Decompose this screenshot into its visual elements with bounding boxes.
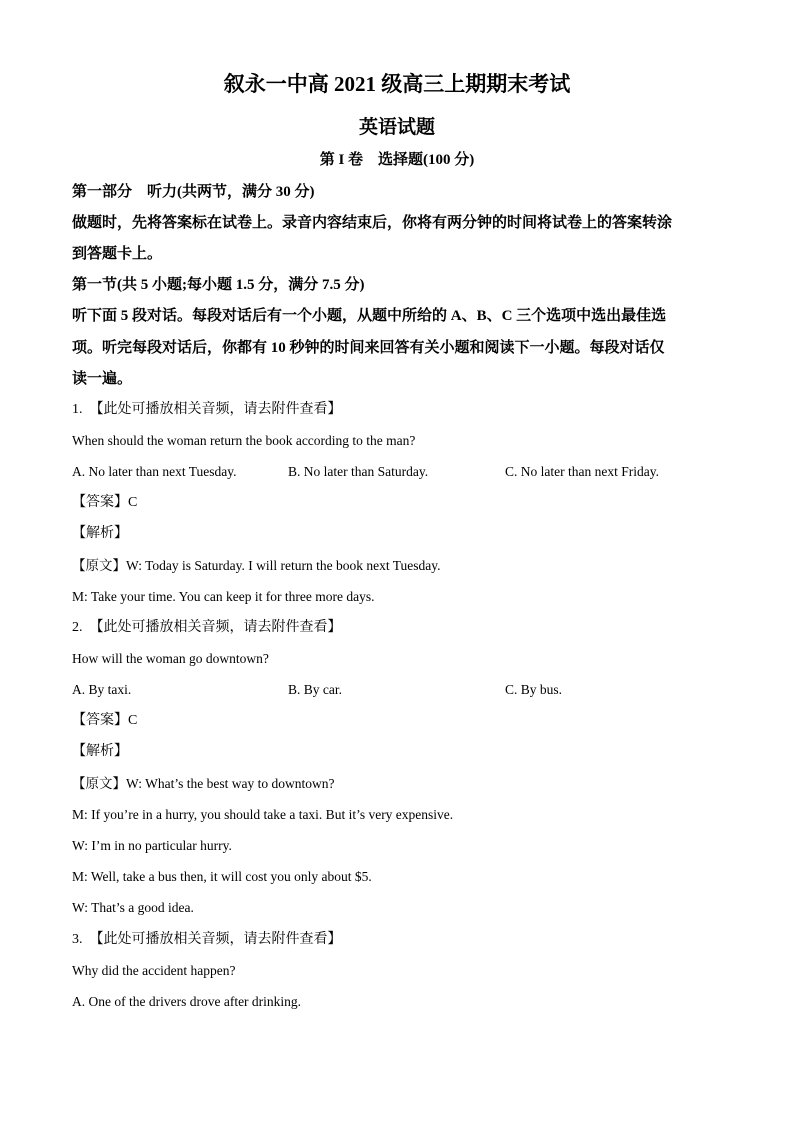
question-1-transcript-2: M: Take your time. You can keep it for three more days. xyxy=(72,589,375,604)
question-2-option-c: C. By bus. xyxy=(505,682,563,697)
instruction-line-1: 做题时，先将答案标在试卷上。录音内容结束后，你将有两分钟的时间将试卷上的答案转涂 xyxy=(72,215,673,231)
question-3-audio[interactable]: 3. 【此处可播放相关音频，请去附件查看】 xyxy=(72,932,342,947)
question-1-option-b: B. No later than Saturday. xyxy=(288,464,429,479)
question-3-text: Why did the accident happen? xyxy=(72,963,236,978)
question-1-text: When should the woman return the book according to the man? xyxy=(72,433,416,448)
question-1-answer: 【答案】C xyxy=(72,495,138,510)
question-2-transcript-3: W: I’m in no particular hurry. xyxy=(72,838,232,853)
subject-title: 英语试题 xyxy=(358,117,435,138)
part-instruction-line-3: 读一遍。 xyxy=(72,371,133,387)
question-2-transcript-4: M: Well, take a bus then, it will cost you only about $5. xyxy=(72,869,372,884)
question-1-option-c: C. No later than next Friday. xyxy=(505,464,659,479)
question-1-audio[interactable]: 1. 【此处可播放相关音频，请去附件查看】 xyxy=(72,402,342,417)
question-2-transcript-5: W: That’s a good idea. xyxy=(72,900,194,915)
question-2-transcript-1: 【原文】W: What’s the best way to downtown? xyxy=(72,776,335,791)
question-1-option-a: A. No later than next Tuesday. xyxy=(72,464,237,479)
question-2-transcript-2: M: If you’re in a hurry, you should take a taxi. But it’s very expensive. xyxy=(72,807,454,822)
question-2-audio[interactable]: 2. 【此处可播放相关音频，请去附件查看】 xyxy=(72,620,342,635)
part-heading: 第一节(共 5 小题;每小题 1.5 分，满分 7.5 分) xyxy=(72,277,365,293)
volume-title: 第 I 卷 选择题(100 分) xyxy=(319,152,475,168)
part-instruction-line-2: 项。听完每段对话后，你都有 10 秒钟的时间来回答有关小题和阅读下一小题。每段对话仅 xyxy=(72,340,665,356)
question-2-analysis: 【解析】 xyxy=(72,744,128,759)
part-instruction-line-1: 听下面 5 段对话。每段对话后有一个小题，从题中所给的 A、B、C 三个选项中选出最佳选 xyxy=(72,308,667,324)
question-2-option-a: A. By taxi. xyxy=(72,682,132,697)
question-2-option-b: B. By car. xyxy=(288,682,342,697)
question-1-analysis: 【解析】 xyxy=(72,526,128,541)
instruction-line-2: 到答题卡上。 xyxy=(72,246,163,262)
question-2-text: How will the woman go downtown? xyxy=(72,651,269,666)
question-1-transcript-1: 【原文】W: Today is Saturday. I will return the book next Tuesday. xyxy=(72,558,441,573)
question-2-answer: 【答案】C xyxy=(72,713,138,728)
exam-title: 叙永一中高 2021 级高三上期期末考试 xyxy=(223,72,571,96)
question-3-option-a: A. One of the drivers drove after drinking. xyxy=(72,994,302,1009)
section-heading: 第一部分 听力(共两节，满分 30 分) xyxy=(72,184,315,200)
